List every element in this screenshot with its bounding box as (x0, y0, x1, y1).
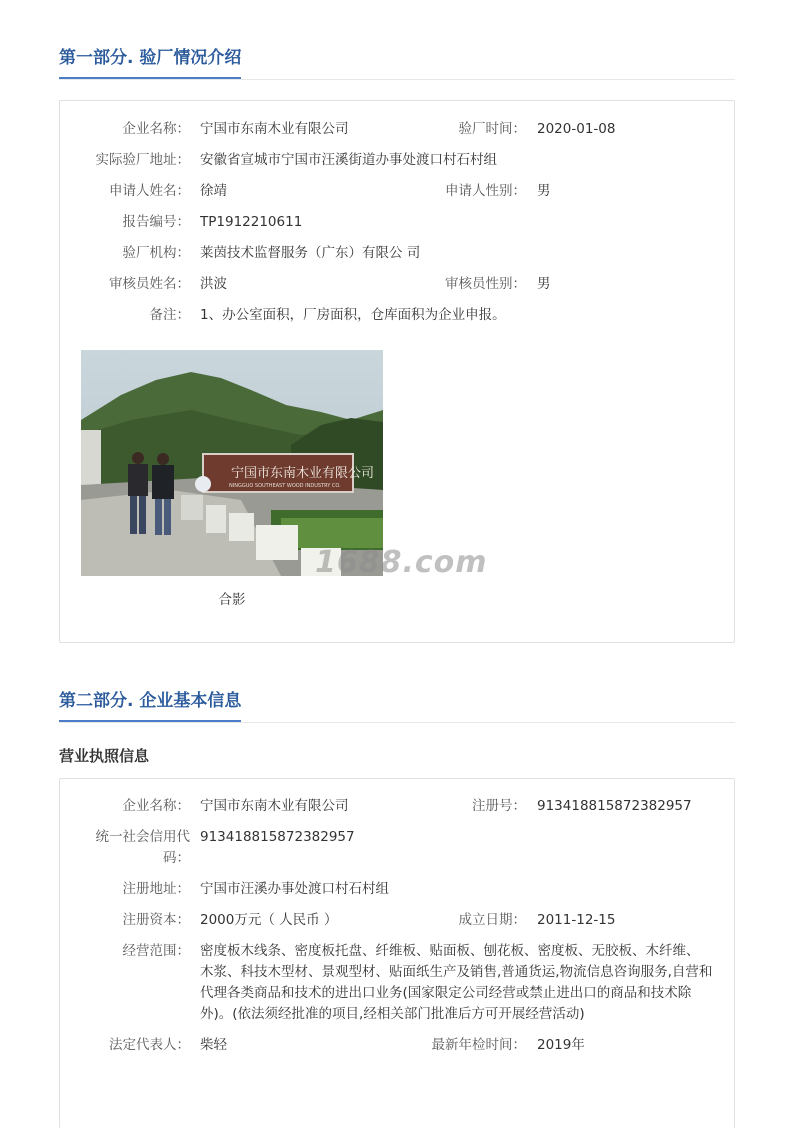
value: 柴轻 (200, 1037, 227, 1053)
value: 宁国市东南木业有限公司 (200, 798, 349, 814)
value: 徐靖 (200, 183, 227, 199)
value: TP1912210611 (200, 214, 303, 230)
value: 男 (537, 183, 551, 199)
value: 913418815872382957 (200, 829, 355, 845)
label-line: 统一社会信用代 (95, 829, 190, 845)
label: 报告编号： (122, 214, 190, 230)
section-title-text: 第二部分. 企业基本信息 (59, 690, 241, 722)
value: 男 (537, 276, 551, 292)
value: 2011-12-15 (537, 912, 616, 928)
label-line: 码： (163, 850, 190, 866)
value: 913418815872382957 (537, 798, 692, 814)
license-panel (59, 778, 735, 1128)
photo-caption: 合影 (218, 592, 246, 608)
label: 注册号： (472, 798, 526, 814)
label: 实际验厂地址： (95, 152, 190, 168)
label: 经营范围： (122, 943, 190, 959)
label: 备注： (149, 307, 190, 323)
group-photo (81, 350, 383, 576)
license-subtitle: 营业执照信息 (59, 747, 150, 765)
label: 最新年检时间： (431, 1037, 526, 1053)
label: 审核员性别： (445, 276, 526, 292)
value: 2020-01-08 (537, 121, 616, 137)
label: 审核员姓名： (109, 276, 190, 292)
value: 安徽省宣城市宁国市汪溪街道办事处渡口村石村组 (200, 152, 497, 168)
scope-line: 外)。(依法须经批准的项目,经相关部门批准后方可开展经营活动) (200, 1006, 585, 1022)
label: 法定代表人： (109, 1037, 190, 1053)
section-title-company (59, 690, 735, 723)
watermark: 1688.com (315, 545, 488, 580)
value: 1、办公室面积，厂房面积，仓库面积为企业申报。 (200, 307, 506, 323)
sign-text: 宁国市东南木业有限公司 (231, 466, 375, 481)
value: 宁国市汪溪办事处渡口村石村组 (200, 881, 389, 897)
label: 成立日期： (458, 912, 526, 928)
value: 2019年 (537, 1037, 585, 1053)
photo-illustration (81, 350, 383, 576)
value: 莱茵技术监督服务（广东）有限公 司 (200, 245, 421, 261)
label: 注册地址： (122, 881, 190, 897)
section-title-audit (59, 47, 735, 80)
value (200, 941, 730, 1025)
label: 企业名称： (122, 798, 190, 814)
label: 申请人性别： (445, 183, 526, 199)
section-title-text: 第一部分. 验厂情况介绍 (59, 47, 241, 79)
scope-line: 木浆、科技木型材、景观型材、贴面纸生产及销售,普通货运,物流信息咨询服务,自营和 (200, 964, 713, 980)
value: 洪波 (200, 276, 227, 292)
label (60, 827, 190, 869)
label: 申请人姓名： (109, 183, 190, 199)
value: 2000万元（ 人民币 ） (200, 912, 338, 928)
sign-text-en: NINGGUO SOUTHEAST WOOD INDUSTRY CO. (229, 483, 341, 489)
label: 验厂时间： (458, 121, 526, 137)
audit-panel (59, 100, 735, 643)
label: 验厂机构： (122, 245, 190, 261)
label: 注册资本： (122, 912, 190, 928)
scope-line: 密度板木线条、密度板托盘、纤维板、贴面板、刨花板、密度板、无胶板、木纤维、 (200, 943, 700, 959)
value: 宁国市东南木业有限公司 (200, 121, 349, 137)
label: 企业名称： (122, 121, 190, 137)
scope-line: 代理各类商品和技术的进出口业务(国家限定公司经营或禁止进出口的商品和技术除 (200, 985, 692, 1001)
